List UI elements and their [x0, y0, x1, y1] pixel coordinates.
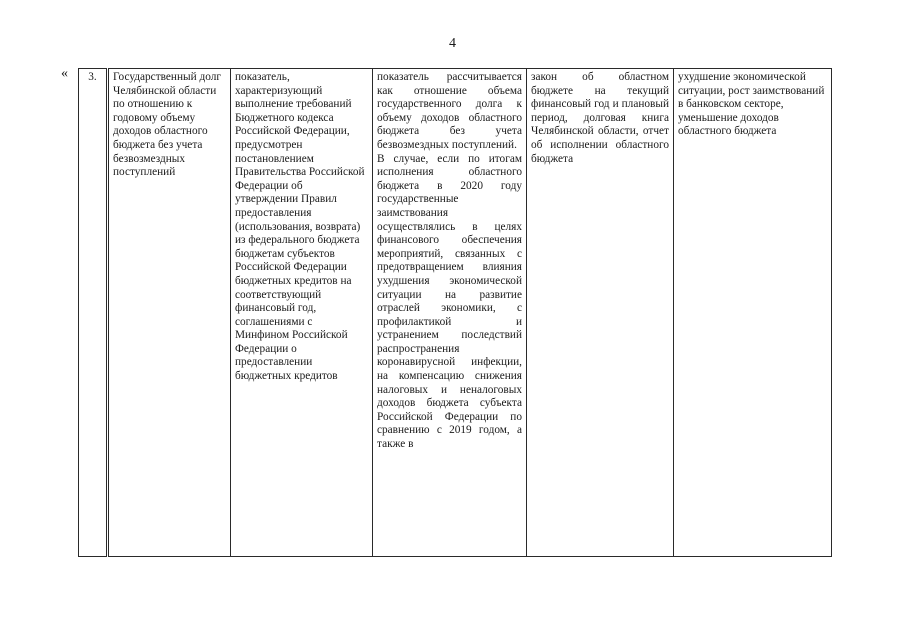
row-number-cell — [79, 69, 108, 557]
risks-text: ухудшение экономической ситуации, рост заимствований в банковском секторе, уменьшение доходов областного бюджета — [678, 71, 825, 138]
table-row — [79, 69, 832, 557]
methodology-text: показатель рассчитывается как отношение объема государственного долга к объему доходов областного бюджета без учета безвозмездных поступлений. В случае, если по итогам исполнения областного бюджета в 2020 году государственные заимствования осуществлялись в целях финансового обеспечения мероприятий, связанных с предотвращением влияния ухудшения экономической ситуации на развитие отраслей экономики, с профилактикой и устранением последствий распространения коронавирусной инфекции, на компенсацию снижения налоговых и неналоговых доходов бюджета субъекта Российской Федерации по сравнению с 2019 годом, а также в — [377, 71, 522, 451]
requirement-text: показатель, характеризующий выполнение требований Бюджетного кодекса Российской Федерации, предусмотрен постановлением Правительства Российской Федерации об утверждении Правил предоставления (использования, возврата) из федерального бюджета бюджетам субъектов Российской Федерации бюджетных кредитов на соответствующий финансовый год, соглашениями с Минфином Российской Федерации о предоставлении бюджетных кредитов — [235, 71, 365, 383]
indicators-table — [78, 68, 832, 557]
open-quote-mark: « — [61, 66, 68, 81]
indicator-name: Государственный долг Челябинской области по отношению к годовому объему доходов областного бюджета без учета безвозмездных поступлений — [113, 71, 221, 179]
indicator-name-cell — [108, 69, 231, 557]
row-number: 3. — [88, 71, 97, 83]
source-cell — [527, 69, 674, 557]
page-number: 4 — [449, 36, 456, 51]
requirement-cell — [231, 69, 373, 557]
risks-cell — [674, 69, 832, 557]
source-text: закон об областном бюджете на текущий финансовый год и плановый период, долговая книга Челябинской области, отчет об исполнении областного бюджета — [531, 71, 669, 165]
methodology-cell — [373, 69, 527, 557]
